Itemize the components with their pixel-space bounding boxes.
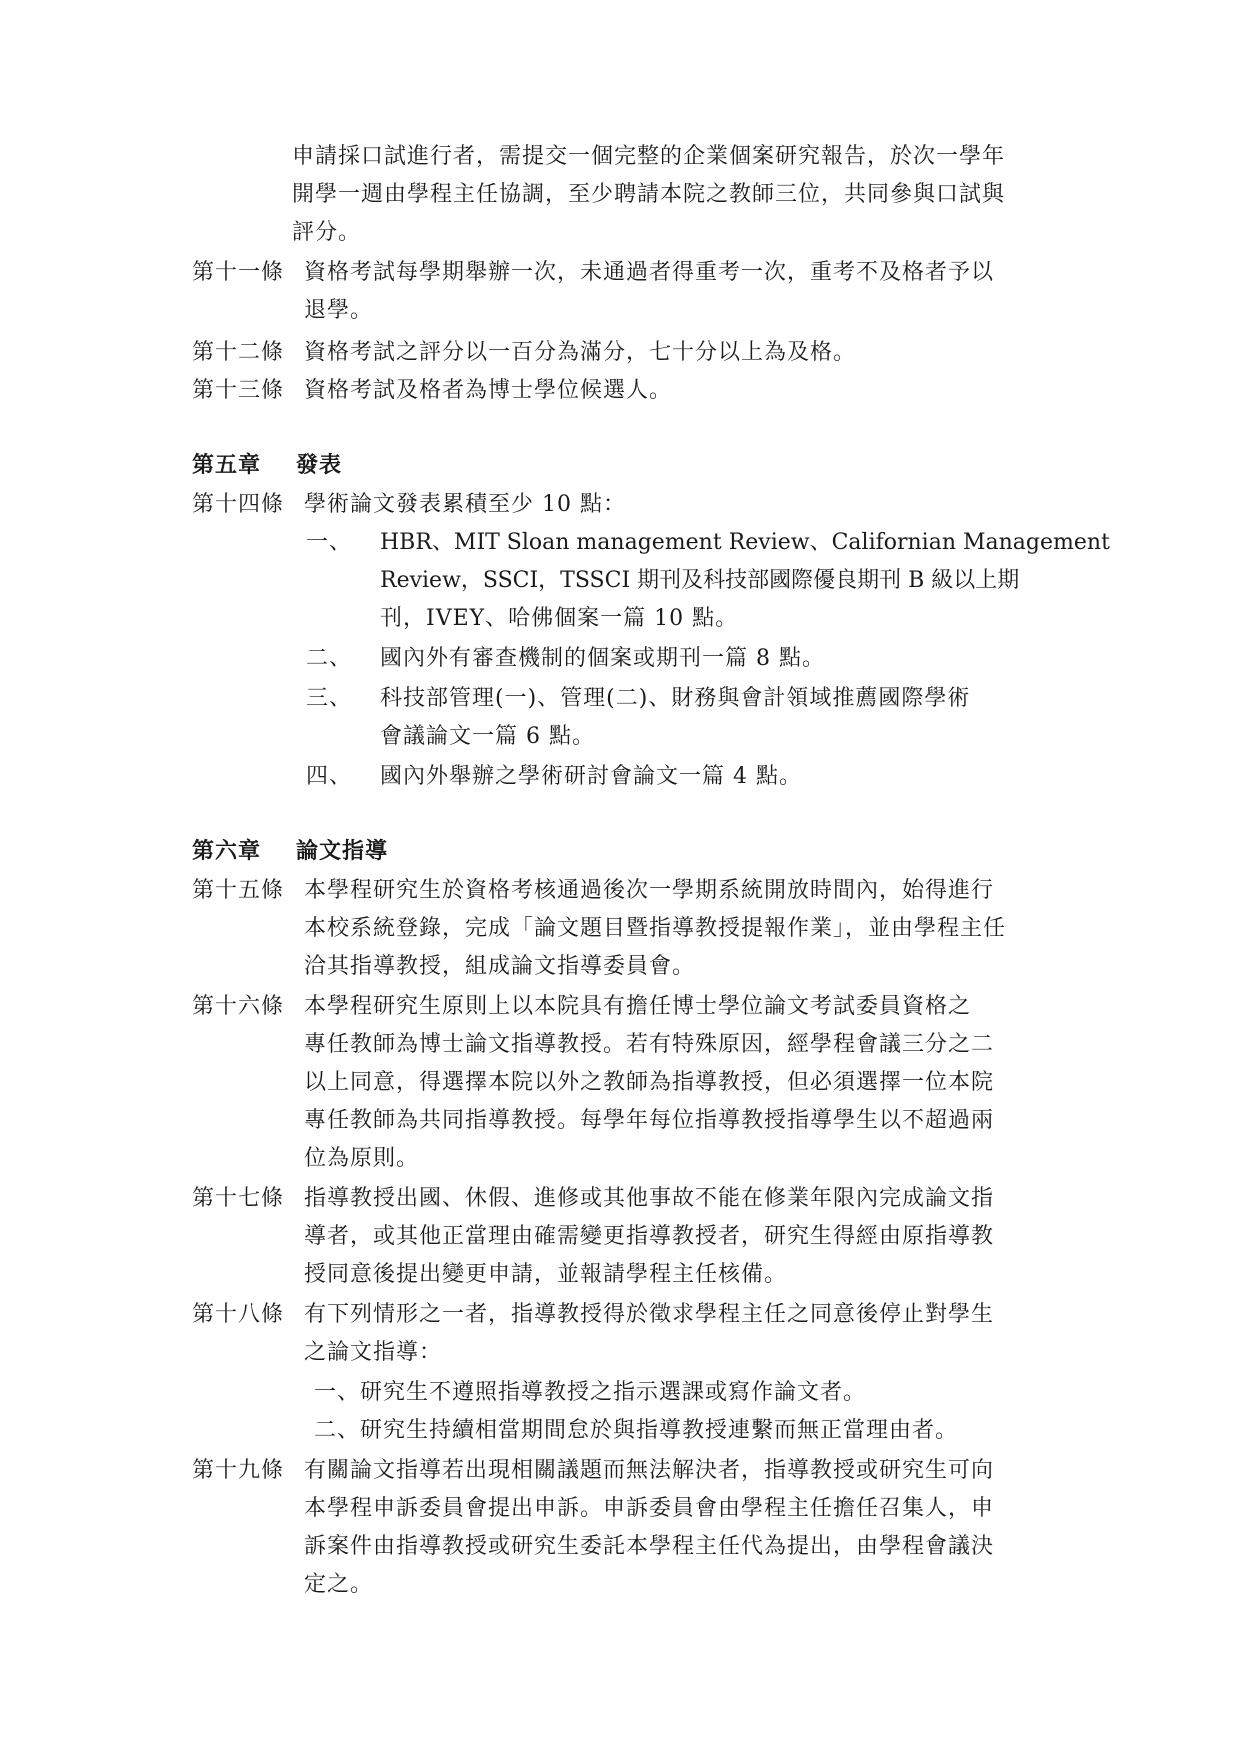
article-number: 第十七條	[192, 1186, 285, 1211]
article-number: 第十三條	[192, 378, 285, 403]
article-text: 以上同意，得選擇本院以外之教師為指導教授，但必須選擇一位本院	[304, 1070, 995, 1095]
article-text: 本校系統登錄，完成「論文題目暨指導教授提報作業」，並由學程主任	[304, 916, 1007, 941]
article-number: 第十二條	[192, 340, 285, 365]
list-item-text: 會議論文一篇 6 點。	[380, 724, 595, 749]
chapter-title: 發表	[296, 452, 343, 478]
article-text: 退學。	[304, 298, 374, 323]
article-text: 專任教師為共同指導教授。每學年每位指導教授指導學生以不超過兩	[304, 1108, 995, 1133]
article-text: 位為原則。	[304, 1146, 420, 1171]
article-number: 第十九條	[192, 1458, 285, 1483]
article-text: 授同意後提出變更申請，並報請學程主任核備。	[304, 1262, 788, 1287]
sub-item-text: 二、研究生持續相當期間怠於與指導教授連繫而無正當理由者。	[314, 1418, 959, 1443]
sub-item-text: 一、研究生不遵照指導教授之指示選課或寫作論文者。	[314, 1380, 867, 1405]
list-marker: 二、	[306, 646, 353, 671]
article-text: 之論文指導：	[304, 1340, 443, 1365]
intro-line: 評分。	[292, 220, 362, 245]
intro-line: 開學一週由學程主任協調，至少聘請本院之教師三位，共同參與口試與	[292, 182, 1006, 207]
article-number: 第十四條	[192, 492, 285, 517]
list-marker: 四、	[306, 764, 353, 789]
article-text: 專任教師為博士論文指導教授。若有特殊原因，經學程會議三分之二	[304, 1032, 995, 1057]
article-text: 資格考試之評分以一百分為滿分，七十分以上為及格。	[304, 340, 857, 365]
list-marker: 一、	[306, 530, 353, 555]
article-text: 本學程申訴委員會提出申訴。申訴委員會由學程主任擔任召集人，申	[304, 1496, 995, 1521]
article-text: 本學程研究生於資格考核通過後次一學期系統開放時間內，始得進行	[304, 878, 995, 903]
article-text: 有下列情形之一者，指導教授得於徵求學程主任之同意後停止對學生	[304, 1302, 995, 1327]
list-item-text: 刊，IVEY、哈佛個案一篇 10 點。	[380, 606, 739, 631]
chapter-label: 第五章	[192, 452, 262, 478]
article-text: 定之。	[304, 1572, 374, 1597]
article-text: 資格考試每學期舉辦一次，未通過者得重考一次，重考不及格者予以	[304, 260, 995, 285]
list-item-text: 國內外有審查機制的個案或期刊一篇 8 點。	[380, 646, 825, 671]
article-number: 第十六條	[192, 994, 285, 1019]
article-text: 有關論文指導若出現相關議題而無法解決者，指導教授或研究生可向	[304, 1458, 995, 1483]
article-number: 第十五條	[192, 878, 285, 903]
list-item-text: Review，SSCI，TSSCI 期刊及科技部國際優良期刊 B 級以上期	[380, 568, 1020, 593]
article-text: 資格考試及格者為博士學位候選人。	[304, 378, 673, 403]
list-item-text: 國內外舉辦之學術研討會論文一篇 4 點。	[380, 764, 802, 789]
article-text: 本學程研究生原則上以本院具有擔任博士學位論文考試委員資格之	[304, 994, 972, 1019]
intro-line: 申請採口試進行者，需提交一個完整的企業個案研究報告，於次一學年	[292, 144, 1006, 169]
chapter-title: 論文指導	[296, 838, 389, 864]
article-number: 第十一條	[192, 260, 285, 285]
article-text: 洽其指導教授，組成論文指導委員會。	[304, 954, 696, 979]
article-text: 學術論文發表累積至少 10 點：	[304, 492, 626, 517]
list-marker: 三、	[306, 686, 353, 711]
article-text: 導者，或其他正當理由確需變更指導教授者，研究生得經由原指導教	[304, 1224, 995, 1249]
list-item-text: HBR、MIT Sloan management Review、Californian Management	[380, 530, 1110, 555]
list-item-text: 科技部管理(一)、管理(二)、財務與會計領域推薦國際學術	[380, 686, 971, 711]
article-text: 訴案件由指導教授或研究生委託本學程主任代為提出，由學程會議決	[304, 1534, 995, 1559]
chapter-label: 第六章	[192, 838, 262, 864]
article-text: 指導教授出國、休假、進修或其他事故不能在修業年限內完成論文指	[304, 1186, 995, 1211]
article-number: 第十八條	[192, 1302, 285, 1327]
